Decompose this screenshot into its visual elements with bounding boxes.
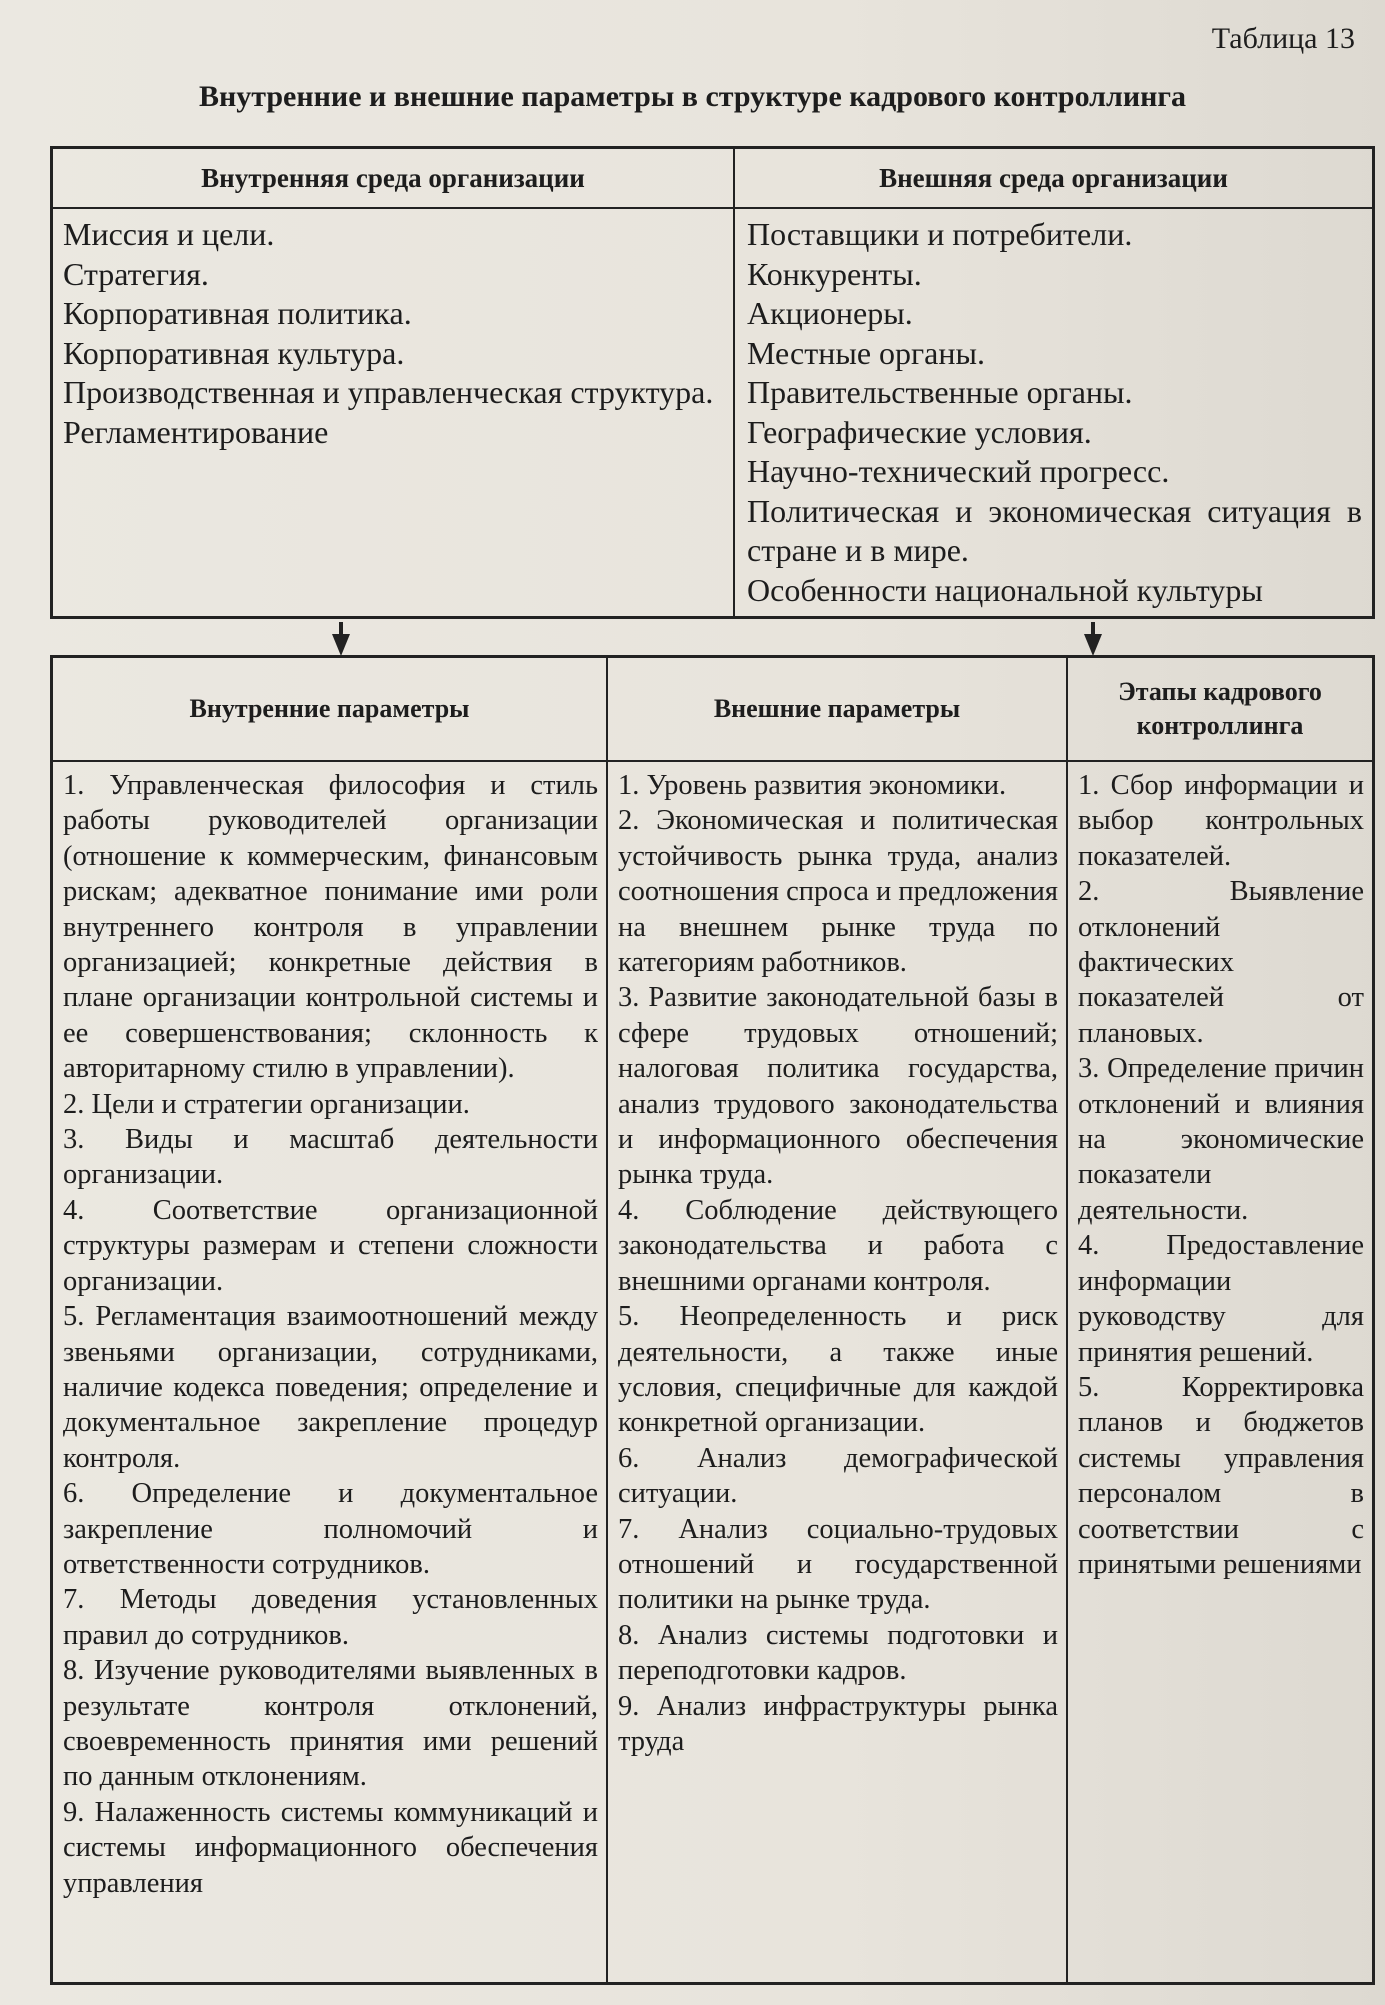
arrow-right-head — [1084, 634, 1102, 656]
external-parameters-header: Внешние параметры — [607, 657, 1067, 762]
internal-param-item: 7. Методы доведения установленных правил до сотрудников. — [63, 1584, 598, 1651]
external-param-item: 6. Анализ демографической ситуации. — [618, 1442, 1058, 1510]
stage-item: 4. Предоставление информации руководству для принятия решений. — [1078, 1230, 1364, 1368]
internal-env-item: Корпоративная культура. — [63, 334, 405, 371]
arrow-left-head — [332, 634, 350, 656]
external-env-item: Правительственные органы. — [747, 374, 1133, 410]
external-env-item: Географические условия. — [747, 413, 1092, 450]
stage-item: 5. Корректировка планов и бюджетов системы управления персоналом в соответствии с принятыми решениями — [1078, 1371, 1364, 1580]
external-param-item: 7. Анализ социально-трудовых отношений и государственной политики на рынке труда. — [618, 1513, 1058, 1616]
environment-table — [50, 146, 1375, 619]
parameters-table — [50, 655, 1375, 1985]
controlling-stages-cell — [1067, 761, 1374, 1984]
internal-environment-cell — [52, 208, 735, 618]
environment-body-row — [52, 208, 1374, 618]
controlling-stages-header: Этапы кадрового контроллинга — [1067, 657, 1374, 762]
parameters-body-row — [52, 761, 1374, 1984]
external-param-item: 3. Развитие законодательной базы в сфере трудовых отношений; налоговая политика государства, анализ трудового законодательства и информационного обеспечения рынка труда. — [618, 982, 1058, 1191]
external-env-item: Местные органы. — [747, 334, 985, 371]
external-env-item: Акционеры. — [747, 295, 913, 331]
internal-parameters-header: Внутренние параметры — [52, 657, 608, 762]
stage-item: 2. Выявление отклонений фактических показателей от плановых. — [1078, 876, 1364, 1049]
external-param-item: 4. Соблюдение действующего законодательства и работа с внешними органами контроля. — [618, 1194, 1058, 1297]
internal-param-item: 6. Определение и документальное закрепление полномочий и ответственности сотрудников. — [63, 1478, 598, 1580]
internal-env-item: Производственная и управленческая структура. — [63, 374, 714, 410]
external-env-item: Конкуренты. — [747, 255, 922, 292]
table-title: Внутренние и внешние параметры в структуре кадрового контроллинга — [198, 80, 1187, 113]
external-environment-cell — [734, 208, 1374, 618]
environment-header-row — [52, 148, 1374, 209]
external-env-item: Научно-технический прогресс. — [747, 453, 1170, 489]
internal-env-item: Регламентирование — [63, 413, 329, 450]
internal-param-item: 9. Налаженность системы коммуникаций и системы информационного обеспечения управления — [63, 1796, 598, 1899]
external-param-item: 1. Уровень развития экономики. — [618, 770, 1007, 801]
external-param-item: 2. Экономическая и политическая устойчивость рынка труда, анализ соотношения спроса и предложения на внешнем рынке труда по категориям работников. — [618, 805, 1058, 979]
internal-environment-header: Внутренняя среда организации — [52, 148, 735, 209]
internal-param-item: 2. Цели и стратегии организации. — [63, 1088, 470, 1120]
internal-param-item: 8. Изучение руководителями выявленных в результате контроля отклонений, своевременность принятия ими решений по данным отклонениям. — [63, 1655, 598, 1793]
external-parameters-cell — [607, 761, 1067, 1984]
internal-param-item: 4. Соответствие организационной структуры размерам и степени сложности организации. — [63, 1194, 598, 1297]
external-env-item: Поставщики и потребители. — [747, 216, 1133, 252]
external-param-item: 9. Анализ инфраструктуры рынка труда — [618, 1690, 1058, 1757]
external-env-item: Особенности национальной культуры — [747, 571, 1263, 608]
internal-param-item: 1. Управленческая философия и стиль работы руководителей организации (отношение к коммерческим, финансовым рискам; адекватное понимание ими роли внутреннего контроля в управлении организацией; конкретные действия в плане организации контрольной системы и ее совершенствования; склонность к авторитарному стилю в управлении). — [63, 770, 598, 1085]
internal-param-item: 5. Регламентация взаимоотношений между звеньями организации, сотрудниками, наличие кодекса поведения; определение и документальное закрепление процедур контроля. — [63, 1301, 598, 1474]
external-environment-header: Внешняя среда организации — [734, 148, 1374, 209]
table-number-label: Таблица 13 — [1211, 22, 1355, 55]
internal-env-item: Корпоративная политика. — [63, 295, 412, 331]
internal-param-item: 3. Виды и масштаб деятельности организации. — [63, 1124, 598, 1191]
parameters-header-row — [52, 657, 1374, 762]
internal-parameters-cell — [52, 761, 608, 1984]
stage-item: 3. Определение причин отклонений и влияния на экономические показатели деятельности. — [1078, 1053, 1364, 1226]
external-param-item: 8. Анализ системы подготовки и переподготовки кадров. — [618, 1619, 1058, 1687]
internal-env-item: Миссия и цели. — [63, 216, 275, 252]
internal-env-item: Стратегия. — [63, 255, 209, 292]
stage-item: 1. Сбор информации и выбор контрольных показателей. — [1078, 770, 1364, 872]
external-param-item: 5. Неопределенность и риск деятельности, а также иные условия, специфичные для каждой конкретной организации. — [618, 1301, 1058, 1439]
external-env-item: Политическая и экономическая ситуация в стране и в мире. — [747, 492, 1362, 568]
